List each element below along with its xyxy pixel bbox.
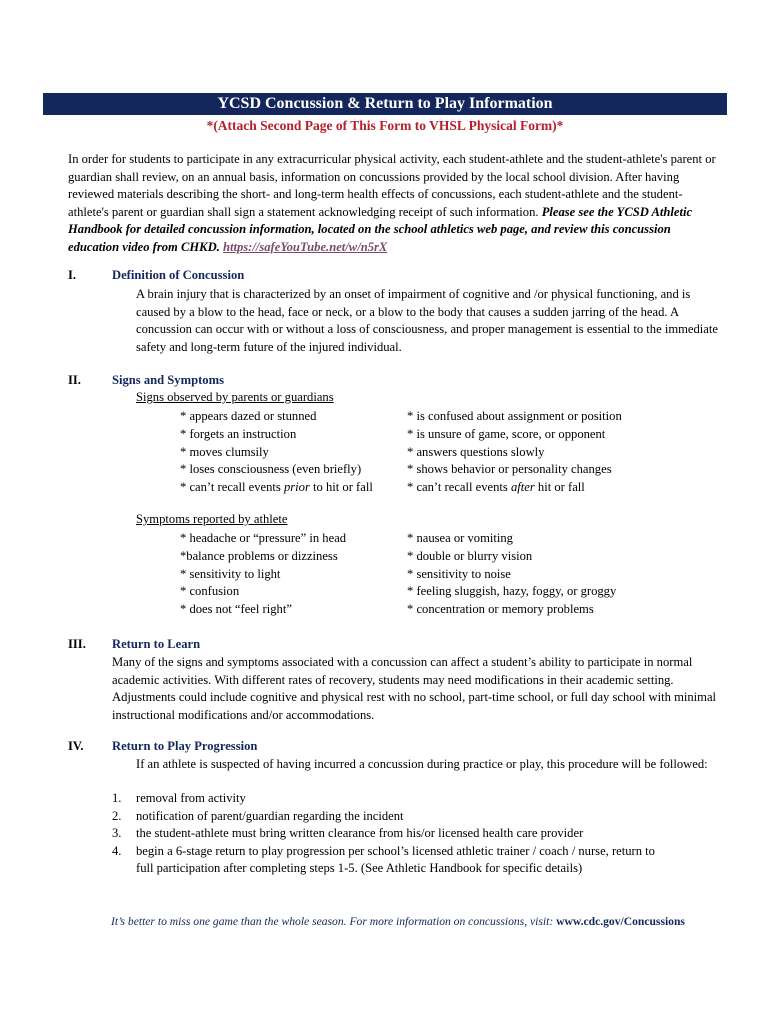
list-item: * moves clumsily bbox=[180, 444, 269, 459]
list-item: * sensitivity to noise bbox=[407, 566, 511, 581]
symptoms-reported-right-list bbox=[407, 530, 616, 619]
page-title: YCSD Concussion & Return to Play Information bbox=[43, 93, 727, 115]
symptoms-reported-heading: Symptoms reported by athlete bbox=[136, 512, 288, 526]
footer-note bbox=[68, 915, 728, 928]
cdc-link[interactable]: www.cdc.gov/Concussions bbox=[556, 915, 685, 928]
section-4-title: Return to Play Progression bbox=[112, 739, 258, 753]
step-item bbox=[112, 790, 672, 808]
intro-paragraph bbox=[68, 151, 718, 257]
video-link[interactable]: https://safeYouTube.net/w/n5rX bbox=[222, 239, 388, 254]
footer-text: It’s better to miss one game than the whole season. For more information on concussions, visit: bbox=[111, 915, 557, 928]
step-item bbox=[112, 825, 672, 843]
step-item bbox=[112, 808, 672, 826]
step-number: 2. bbox=[112, 808, 122, 823]
step-text: the student-athlete must bring written clearance from his/or licensed health care provider bbox=[136, 826, 584, 841]
step-text: notification of parent/guardian regarding the incident bbox=[136, 808, 404, 823]
section-4-number: IV. bbox=[68, 739, 84, 753]
list-item: * loses consciousness (even briefly) bbox=[180, 462, 362, 477]
list-item: * confusion bbox=[180, 584, 240, 599]
list-item bbox=[180, 479, 373, 497]
list-item-text: * can’t recall events bbox=[407, 480, 511, 495]
list-item: * answers questions slowly bbox=[407, 444, 545, 459]
list-item: * shows behavior or personality changes bbox=[407, 462, 612, 477]
signs-observed-heading: Signs observed by parents or guardians bbox=[136, 390, 334, 404]
section-1-text: A brain injury that is characterized by an onset of impairment of cognitive and /or physical functioning, and is caused by a blow to the head, face or neck, or a blow to the body that causes a sudden jarring of the head. A concussion can occur with or without a loss of consciousness, and proper management is essential to the immediate safety and long-term future of the injured individual. bbox=[136, 287, 718, 354]
signs-observed-right-list bbox=[407, 408, 622, 497]
list-item: * concentration or memory problems bbox=[407, 602, 594, 617]
step-number: 1. bbox=[112, 791, 122, 805]
section-3-title: Return to Learn bbox=[112, 637, 201, 651]
list-item: * headache or “pressure” in head bbox=[180, 531, 347, 545]
return-to-play-steps bbox=[112, 790, 672, 878]
list-item-text: to hit or fall bbox=[309, 480, 373, 495]
section-2-number: II. bbox=[68, 373, 81, 387]
list-item-text: * can’t recall events bbox=[180, 480, 284, 495]
page-subtitle: *(Attach Second Page of This Form to VHSL Physical Form)* bbox=[206, 118, 564, 133]
section-2-title: Signs and Symptoms bbox=[112, 373, 224, 387]
list-item: * is confused about assignment or position bbox=[407, 409, 622, 423]
list-item: * forgets an instruction bbox=[180, 426, 297, 441]
list-item-emphasis: prior bbox=[283, 480, 310, 495]
section-3-number: III. bbox=[68, 637, 86, 651]
list-item: * is unsure of game, score, or opponent bbox=[407, 426, 606, 441]
intro-emphasis: Please see the YCSD Athletic Handbook for detailed concussion information, located on the school athletics web page, and review this concussion education video from CHKD. bbox=[68, 204, 693, 254]
list-item: * appears dazed or stunned bbox=[180, 409, 317, 423]
list-item: * double or blurry vision bbox=[407, 548, 533, 563]
list-item: *balance problems or dizziness bbox=[180, 548, 338, 563]
list-item: * nausea or vomiting bbox=[407, 531, 513, 545]
section-1-title: Definition of Concussion bbox=[112, 268, 245, 282]
signs-observed-left-list bbox=[180, 408, 373, 497]
step-item bbox=[112, 843, 672, 878]
step-number: 3. bbox=[112, 826, 122, 841]
list-item: * feeling sluggish, hazy, foggy, or groggy bbox=[407, 584, 617, 599]
symptoms-reported-left-list bbox=[180, 530, 346, 619]
list-item bbox=[407, 479, 622, 497]
list-item: * does not “feel right” bbox=[180, 602, 292, 617]
section-3-text: Many of the signs and symptoms associated with a concussion can affect a student’s ability to participate in normal academic activities. With different rates of recovery, students may need modifications in their academic setting. Adjustments could include cognitive and physical rest with no school, part-time school, or full day school with minimal instructional modifications and/or accommodations. bbox=[112, 655, 717, 722]
step-text: removal from activity bbox=[136, 791, 246, 805]
list-item-emphasis: after bbox=[510, 480, 535, 495]
list-item: * sensitivity to light bbox=[180, 566, 281, 581]
step-number: 4. bbox=[112, 843, 122, 858]
section-1-number: I. bbox=[68, 268, 77, 282]
list-item-text: hit or fall bbox=[534, 480, 585, 495]
intro-text: In order for students to participate in any extracurricular physical activity, each student-athlete and the student-athlete's parent or guardian shall review, on an annual basis, information on concussions provided by the local school division. After having reviewed materials describing the short- and long-term health effects of concussions, each student-athlete and the student-athlete's parent or guardian shall sign a statement acknowledging receipt of such information. bbox=[68, 152, 716, 219]
section-4-text: If an athlete is suspected of having incurred a concussion during practice or play, this procedure will be followed: bbox=[136, 757, 708, 771]
step-text: begin a 6-stage return to play progression per school’s licensed athletic trainer / coach / nurse, return to full participation after completing steps 1-5. (See Athletic Handbook for specific details) bbox=[136, 843, 655, 876]
